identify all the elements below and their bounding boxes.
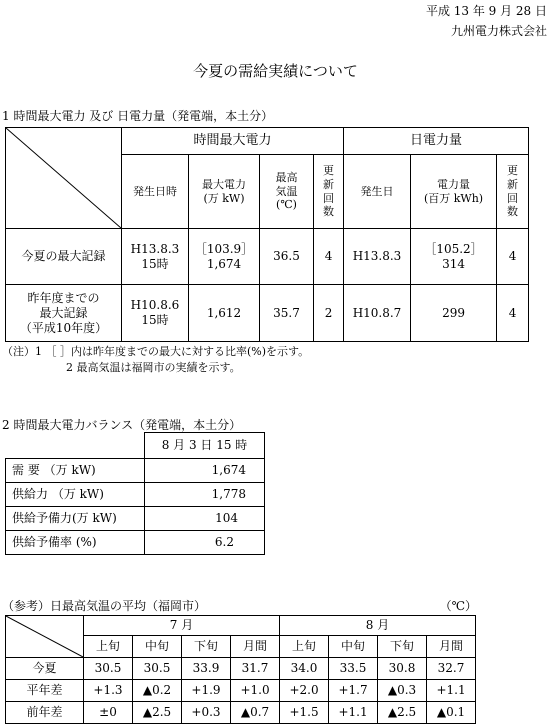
period-header: 月間 [231, 636, 280, 658]
temp-cell: ▲0.7 [231, 702, 280, 724]
cell-updates-2: 4 [497, 229, 529, 285]
col-update-count-2: 更 新 回 数 [497, 155, 529, 229]
cell-energy-date: H10.8.7 [344, 285, 411, 342]
note-1: （注）1 ［ ］内は昨年度までの最大に対する比率(%)を示す。 [2, 345, 310, 358]
temp-cell: ▲0.1 [427, 702, 476, 724]
table-corner-diagonal [6, 128, 122, 229]
table-row [6, 229, 529, 285]
balance-label: 供給力 （万 kW) [6, 483, 145, 507]
temp-cell: ±0 [84, 702, 133, 724]
energy-group-header: 日電力量 [344, 128, 529, 155]
cell-peak-power: 1,612 [189, 285, 260, 342]
balance-column-header: 8 月 3 日 15 時 [145, 433, 265, 459]
period-header: 中旬 [133, 636, 182, 658]
balance-label: 供給予備力(万 kW) [6, 507, 145, 531]
temp-cell: +1.7 [329, 680, 378, 702]
temp-cell: 30.5 [84, 658, 133, 680]
period-header: 上旬 [280, 636, 329, 658]
temp-cell: +1.5 [280, 702, 329, 724]
balance-value: 1,778 [145, 483, 265, 507]
temp-cell: +2.0 [280, 680, 329, 702]
temp-cell: 34.0 [280, 658, 329, 680]
temp-row-label: 今夏 [6, 658, 84, 680]
temp-cell: +1.9 [182, 680, 231, 702]
period-header: 上旬 [84, 636, 133, 658]
table-row [6, 459, 265, 483]
col-max-temp: 最高 気温 (℃) [260, 155, 314, 229]
temp-cell: +1.1 [329, 702, 378, 724]
table-row [6, 285, 529, 342]
cell-max-temp: 35.7 [260, 285, 314, 342]
peak-energy-table [5, 127, 529, 342]
page-title: 今夏の需給実績について [193, 62, 358, 80]
cell-energy-date: H13.8.3 [344, 229, 411, 285]
balance-label: 供給予備率 (%) [6, 531, 145, 555]
cell-date: H10.8.6 15時 [122, 285, 189, 342]
company-name: 九州電力株式会社 [450, 24, 547, 38]
month-header-july: 7 月 [84, 616, 280, 636]
temp-row-label: 前年差 [6, 702, 84, 724]
cell-max-temp: 36.5 [260, 229, 314, 285]
table-row [6, 483, 265, 507]
col-energy: 電力量 (百万 kWh) [411, 155, 497, 229]
temp-cell: ▲2.5 [378, 702, 427, 724]
temp-row-label: 平年差 [6, 680, 84, 702]
temp-cell: 30.8 [378, 658, 427, 680]
temp-cell: +1.1 [427, 680, 476, 702]
section3-unit: （℃） [439, 599, 477, 613]
temp-cell: ▲2.5 [133, 702, 182, 724]
temp-cell: ▲0.2 [133, 680, 182, 702]
temp-cell: 31.7 [231, 658, 280, 680]
balance-table [5, 432, 265, 555]
temp-cell: +1.0 [231, 680, 280, 702]
col-date: 発生日時 [122, 155, 189, 229]
period-header: 下旬 [378, 636, 427, 658]
temperature-table [5, 615, 476, 724]
col-peak-power: 最大電力 (万 kW) [189, 155, 260, 229]
balance-blank-corner [6, 433, 145, 459]
table-row [6, 702, 476, 724]
period-header: 月間 [427, 636, 476, 658]
temp-cell: ▲0.3 [378, 680, 427, 702]
row-label: 今夏の最大記録 [6, 229, 122, 285]
cell-energy: ［105.2］ 314 [411, 229, 497, 285]
month-header-august: 8 月 [280, 616, 476, 636]
temp-cell: 33.5 [329, 658, 378, 680]
temp-cell: +1.3 [84, 680, 133, 702]
table-row [6, 507, 265, 531]
peak-power-group-header: 時間最大電力 [122, 128, 344, 155]
balance-label: 需 要 （万 kW) [6, 459, 145, 483]
balance-value: 6.2 [145, 531, 265, 555]
cell-peak-power: ［103.9］ 1,674 [189, 229, 260, 285]
row-label: 昨年度までの 最大記録 （平成10年度） [6, 285, 122, 342]
document-date: 平成 13 年 9 月 28 日 [425, 4, 547, 18]
cell-updates-1: 2 [314, 285, 344, 342]
cell-date: H13.8.3 15時 [122, 229, 189, 285]
balance-value: 104 [145, 507, 265, 531]
table-row [6, 531, 265, 555]
balance-value: 1,674 [145, 459, 265, 483]
temp-corner-diagonal [6, 616, 84, 658]
section3-heading: （参考）日最高気温の平均（福岡市） [2, 599, 207, 613]
col-update-count-1: 更 新 回 数 [314, 155, 344, 229]
cell-updates-2: 4 [497, 285, 529, 342]
temp-cell: 30.5 [133, 658, 182, 680]
table-row [6, 658, 476, 680]
temp-cell: +0.3 [182, 702, 231, 724]
temp-cell: 32.7 [427, 658, 476, 680]
period-header: 中旬 [329, 636, 378, 658]
note-2: 2 最高気温は福岡市の実績を示す。 [66, 361, 241, 374]
col-energy-date: 発生日 [344, 155, 411, 229]
table-row [6, 680, 476, 702]
section1-heading: 1 時間最大電力 及び 日電力量（発電端，本土分） [2, 109, 274, 123]
cell-energy: 299 [411, 285, 497, 342]
temp-cell: 33.9 [182, 658, 231, 680]
cell-updates-1: 4 [314, 229, 344, 285]
period-header: 下旬 [182, 636, 231, 658]
section2-heading: 2 時間最大電力バランス（発電端，本土分） [2, 418, 242, 432]
